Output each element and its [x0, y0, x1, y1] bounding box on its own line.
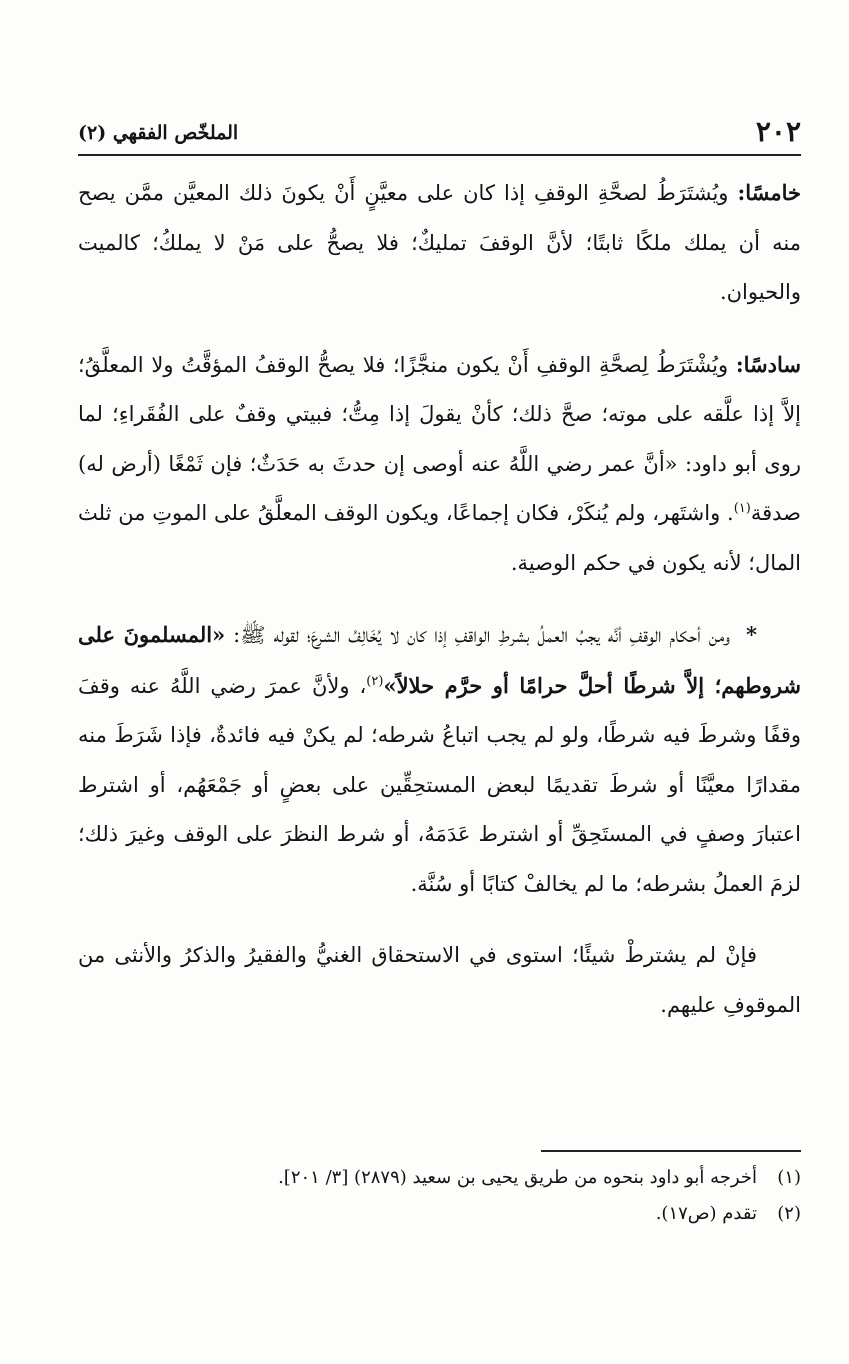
footnote-reference: (٢) — [366, 673, 384, 689]
footnote-text: أخرجه أبو داود بنحوه من طريق يحيى بن سعيد (٢٨٧٩) [٣/ ٢٠١]. — [278, 1167, 757, 1188]
footnote-reference: (١) — [733, 501, 751, 516]
paragraph-no-condition — [78, 931, 801, 1030]
star-marker: * — [746, 622, 757, 647]
paragraph-waqf-rulings — [78, 610, 801, 909]
footnote-text: تقدم (ص١٧). — [655, 1203, 757, 1224]
hadith-quote: «المسلمونَ على شروطهم؛ إلاَّ شرطًا أحلَّ حرامًا أو حرَّم حلالاً» — [78, 622, 801, 698]
footnote-item — [78, 1196, 801, 1232]
page-number: ٢٠٢ — [755, 115, 801, 148]
main-text — [78, 168, 801, 1052]
paragraph-fifth-condition — [78, 168, 801, 318]
footnotes — [78, 1160, 801, 1232]
paragraph-text: ويُشْتَرَطُ لِصحَّةِ الوقفِ أَنْ يكون منجَّزًا؛ فلا يصحُّ الوقفُ المؤقَّتُ ولا المعلَّقُ؛ إلاَّ إذا علَّقه على موته؛ صحَّ ذلك؛ كأنْ يقولَ إذا مِتُّ؛ فبيتي وقفٌ على الفُقَراءِ؛ لما روى أبو داود: «أنَّ عمر رضي اللَّهُ عنه أوصى إن حدثَ به حَدَثٌ؛ فإن ثَمْغًا (أرض له) صدقة — [78, 352, 801, 525]
paragraph-sixth-condition — [78, 340, 801, 589]
footnote-divider — [541, 1150, 801, 1152]
running-title: الملخّص الفقهي (٢) — [78, 122, 239, 144]
paragraph-text: فإنْ لم يشترطْ شيئًا؛ استوى في الاستحقاق الغنيُّ والفقيرُ والذكرُ والأنثى من الموقوفِ عليهم. — [78, 943, 801, 1017]
paragraph-text: ومن أحكام الوقفِ أنَّه يجبُ العملُ بشرطِ الواقفِ إذا كان لا يُخَالِفُ الشرعَ؛ لقوله ﷺ: — [225, 623, 731, 647]
paragraph-text-continued: . واشتَهر، ولم يُنكَرْ، فكان إجماعًا، ويكون الوقف المعلَّقُ على الموتِ من ثلث المال؛ لأنه يكون في حكم الوصية. — [78, 501, 801, 575]
footnote-marker: (١) — [777, 1167, 801, 1188]
header-divider — [78, 154, 801, 156]
paragraph-label: خامسًا: — [737, 180, 801, 205]
page-header — [78, 112, 801, 148]
paragraph-label: سادسًا: — [735, 351, 801, 377]
paragraph-text-continued: ، ولأنَّ عمرَ رضي اللَّهُ عنه وقفَ وقفًا وشرطَ فيه شرطًا، ولو لم يجب اتباعُ شرطه؛ لم يكنْ فيه فائدةٌ، فإذا شَرَطَ منه مقدارًا معيَّنًا أو شرطَ تقديمًا لبعض المستحِقِّين على بعضٍ أو جَمْعَهُم، أو اشترط اعتبارَ وصفٍ في المستَحِقِّ أو اشترط عَدَمَهُ، أو شرط النظرَ على الوقف وغيرَ ذلك؛ لزمَ العملُ بشرطه؛ ما لم يخالفْ كتابًا أو سُنَّة. — [78, 673, 801, 896]
paragraph-text: ويُشتَرَطُ لصحَّةِ الوقفِ إذا كان على معيَّنٍ أَنْ يكونَ ذلك المعيَّن ممَّن يصح منه أن يملك ملكًا ثابتًا؛ لأنَّ الوقفَ تمليكٌ؛ فلا يصحُّ على مَنْ لا يملكُ؛ كالميت والحيوان. — [78, 181, 801, 304]
footnote-item — [78, 1160, 801, 1196]
footnote-marker: (٢) — [777, 1203, 801, 1224]
